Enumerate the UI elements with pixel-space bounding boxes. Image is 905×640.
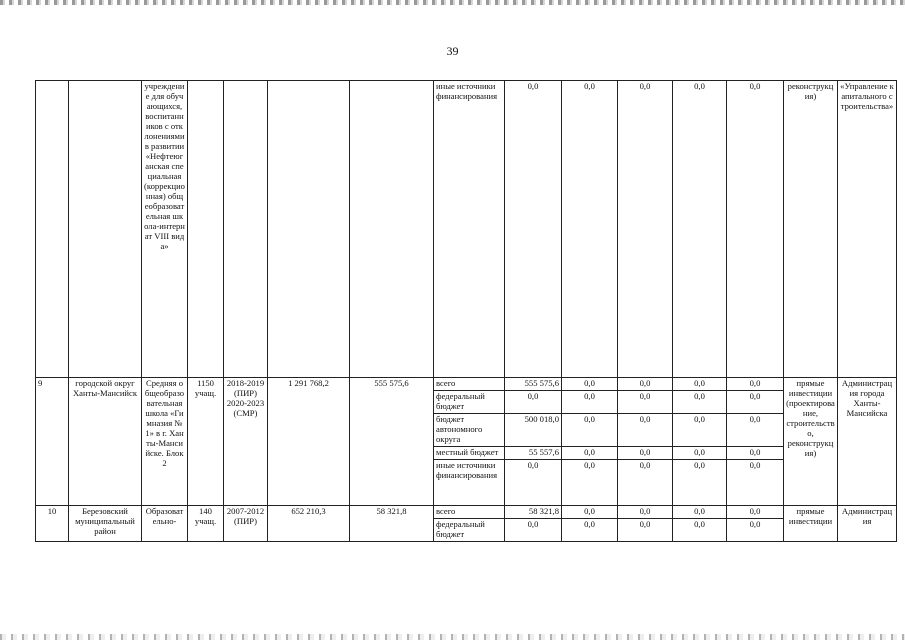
cell-source: федеральный бюджет: [434, 518, 505, 541]
cell-mechanism: прямые инвестиции: [784, 505, 838, 541]
cell-value: 0,0: [562, 459, 618, 505]
cell-value: 0,0: [562, 505, 618, 518]
cell-value: 0,0: [505, 81, 562, 378]
cell-value: 0,0: [673, 390, 727, 413]
cell-value: 0,0: [618, 459, 673, 505]
cell-source: всего: [434, 378, 505, 391]
cell-num: [36, 81, 69, 378]
cell-value: 0,0: [727, 81, 784, 378]
cell-value: 55 557,6: [505, 446, 562, 459]
cell-cost: 652 210,3: [268, 505, 350, 541]
cell-num: 10: [36, 505, 69, 541]
cell-num: 9: [36, 378, 69, 506]
cell-years: 2007-2012 (ПИР): [224, 505, 268, 541]
cell-source: иные источники финансирования: [434, 81, 505, 378]
cell-value: 0,0: [618, 413, 673, 446]
scan-edge-bottom: [0, 634, 905, 640]
cell-value: 0,0: [673, 378, 727, 391]
cell-remaining: 58 321,8: [350, 505, 434, 541]
cell-value: 555 575,6: [505, 378, 562, 391]
cell-value: 0,0: [673, 518, 727, 541]
cell-cost: [268, 81, 350, 378]
cell-source: местный бюджет: [434, 446, 505, 459]
cell-remaining: 555 575,6: [350, 378, 434, 506]
cell-value: 0,0: [727, 505, 784, 518]
cell-cost: 1 291 768,2: [268, 378, 350, 506]
cell-municipality: городской округ Ханты-Мансийск: [69, 378, 142, 506]
cell-value: 0,0: [618, 518, 673, 541]
table-row-10: [36, 505, 897, 518]
cell-value: 0,0: [562, 413, 618, 446]
cell-object-name: учреждение для обучающихся, воспитанников с отклонениями в развитии «Нефтеюганская специальная (коррекционная) общеобразовательная школа-интернат VIII вида»: [142, 81, 188, 378]
cell-value: 0,0: [618, 81, 673, 378]
cell-capacity: 140 учащ.: [188, 505, 224, 541]
cell-value: 0,0: [727, 413, 784, 446]
cell-source: федеральный бюджет: [434, 390, 505, 413]
cell-municipality: [69, 81, 142, 378]
cell-capacity: [188, 81, 224, 378]
cell-value: 0,0: [618, 390, 673, 413]
cell-value: 0,0: [727, 378, 784, 391]
cell-value: 0,0: [727, 459, 784, 505]
cell-remaining: [350, 81, 434, 378]
cell-mechanism: прямые инвестиции (проектирование, строительство, реконструкция): [784, 378, 838, 506]
investment-objects-table: [35, 80, 897, 542]
cell-value: 0,0: [618, 505, 673, 518]
cell-value: 0,0: [673, 459, 727, 505]
cell-value: 0,0: [562, 378, 618, 391]
cell-mechanism: реконструкция): [784, 81, 838, 378]
page-number: 39: [446, 44, 459, 58]
cell-municipality: Березовский муниципальный район: [69, 505, 142, 541]
cell-years: [224, 81, 268, 378]
cell-value: 0,0: [673, 81, 727, 378]
cell-value: 0,0: [727, 390, 784, 413]
cell-value: 0,0: [505, 518, 562, 541]
cell-value: 0,0: [618, 378, 673, 391]
cell-value: 0,0: [618, 446, 673, 459]
cell-customer: Администрация города Ханты-Мансийска: [838, 378, 897, 506]
table-row-9: [36, 378, 897, 391]
cell-value: 0,0: [727, 518, 784, 541]
cell-value: 0,0: [673, 446, 727, 459]
cell-years: 2018-2019 (ПИР) 2020-2023 (СМР): [224, 378, 268, 506]
scan-edge-top: [0, 0, 905, 5]
table-row-continuation: [36, 81, 897, 378]
cell-value: 500 018,0: [505, 413, 562, 446]
cell-customer: «Управление капитального строительства»: [838, 81, 897, 378]
cell-value: 0,0: [562, 81, 618, 378]
cell-value: 0,0: [562, 390, 618, 413]
cell-value: 0,0: [505, 390, 562, 413]
cell-object-name: Средняя общеобразовательная школа «Гимназия № 1» в г. Ханты-Мансийске. Блок 2: [142, 378, 188, 506]
cell-value: 0,0: [673, 505, 727, 518]
cell-capacity: 1150 учащ.: [188, 378, 224, 506]
cell-value: 0,0: [673, 413, 727, 446]
cell-value: 0,0: [562, 446, 618, 459]
cell-source: иные источники финансирования: [434, 459, 505, 505]
cell-customer: Администрация: [838, 505, 897, 541]
cell-value: 58 321,8: [505, 505, 562, 518]
cell-value: 0,0: [562, 518, 618, 541]
cell-value: 0,0: [727, 446, 784, 459]
cell-source: всего: [434, 505, 505, 518]
cell-source: бюджет автономного округа: [434, 413, 505, 446]
cell-value: 0,0: [505, 459, 562, 505]
cell-object-name: Образовательно-: [142, 505, 188, 541]
